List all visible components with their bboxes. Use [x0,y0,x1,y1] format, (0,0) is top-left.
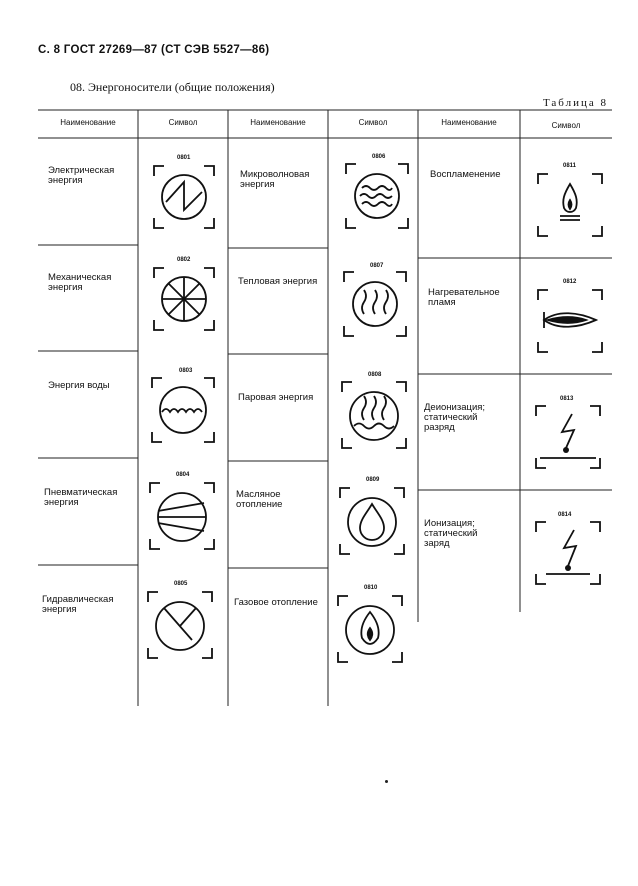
code-0802: 0802 [177,257,191,263]
name-hydraulic-energy: Гидравлическая энергия [42,594,114,615]
electric-energy-icon [150,160,218,232]
code-0812: 0812 [563,279,577,285]
page-dot [385,780,388,783]
name-pneumatic-energy: Пневматическая энергия [44,487,118,508]
name-steam-energy: Паровая энергия [238,392,314,403]
col-header-symbol-3: Символ [551,121,581,130]
microwave-energy-icon [342,158,412,230]
code-0808: 0808 [368,372,382,378]
name-mechanical-energy: Механическая энергия [48,272,112,293]
hydraulic-energy-icon [144,586,216,660]
section-title: 08. Энергоносители (общие положения) [70,80,275,94]
code-0814: 0814 [558,512,572,518]
code-0805: 0805 [174,581,188,587]
code-0809: 0809 [366,477,380,483]
col-header-name-1: Наименование [60,118,116,127]
name-ionization: Ионизация; статический заряд [424,518,478,549]
name-deionization: Деионизация; статический разряд [424,402,486,433]
oil-heating-icon [336,482,408,556]
gas-heating-icon [334,590,406,664]
ignition-icon [534,168,606,240]
code-0813: 0813 [560,396,574,402]
code-0807: 0807 [370,263,384,269]
col-header-name-3: Наименование [441,118,497,127]
code-0804: 0804 [176,472,190,478]
name-heat-energy: Тепловая энергия [238,276,318,287]
name-microwave-energy: Микроволновая энергия [240,169,310,190]
name-oil-heating: Масляное отопление [236,489,283,510]
name-heating-flame: Нагревательное пламя [428,287,500,308]
heating-flame-icon [534,284,606,356]
code-0803: 0803 [179,368,193,374]
page-header: С. 8 ГОСТ 27269—87 (СТ СЭВ 5527—86) [38,44,270,56]
mechanical-energy-icon [150,262,218,334]
deionization-icon [532,400,604,472]
name-gas-heating: Газовое отопление [234,597,318,608]
water-energy-icon [148,372,218,444]
steam-energy-icon [338,376,410,450]
col-header-name-2: Наименование [250,118,306,127]
name-ignition: Воспламенение [430,169,501,180]
col-header-symbol-2: Символ [358,118,388,127]
code-0810: 0810 [364,585,378,591]
name-water-energy: Энергия воды [48,380,110,391]
table-label: Таблица 8 [542,97,608,109]
code-0811: 0811 [563,163,577,169]
code-0801: 0801 [177,155,191,161]
name-electric-energy: Электрическая энергия [48,165,115,186]
pneumatic-energy-icon [146,477,218,551]
ionization-icon [532,516,604,588]
col-header-symbol-1: Символ [168,118,198,127]
code-0806: 0806 [372,154,386,160]
heat-energy-icon [340,266,410,338]
